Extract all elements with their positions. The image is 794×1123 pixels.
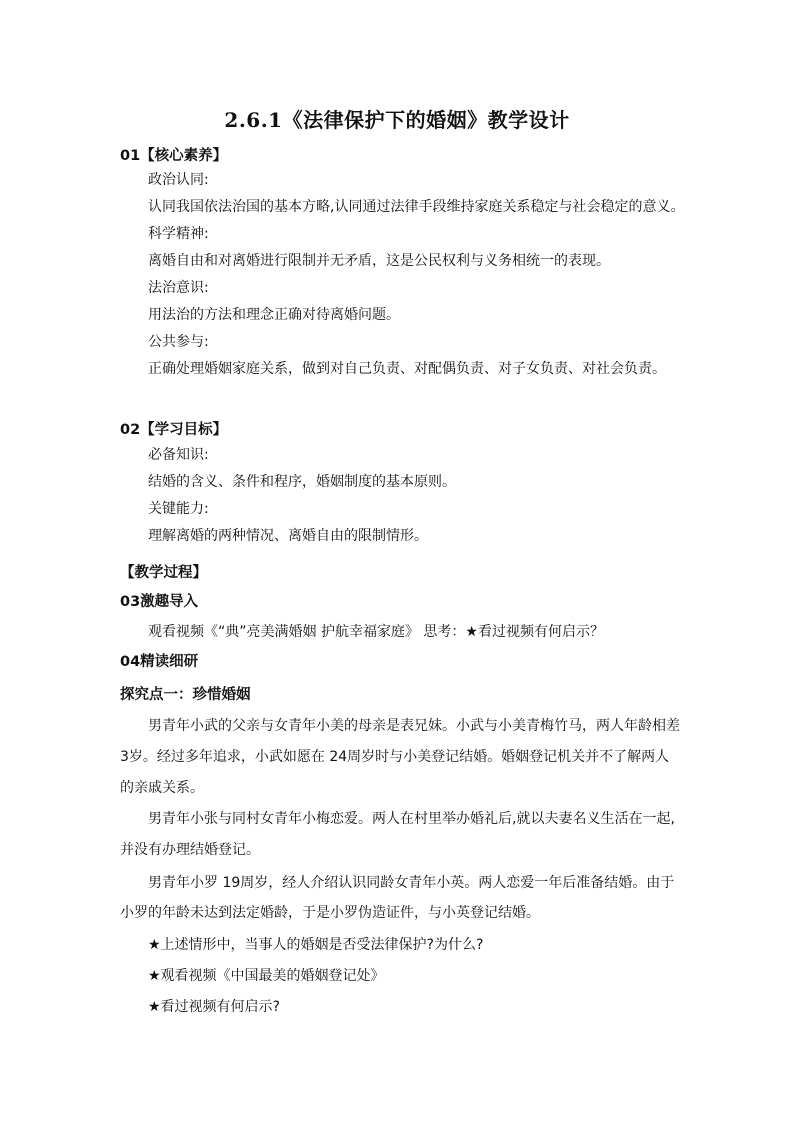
item-label: 法治意识: — [148, 280, 209, 296]
item-text: 正确处理婚姻家庭关系，做到对自己负责、对配偶负责、对子女负责、对社会负责。 — [148, 361, 666, 377]
section-heading-core-literacy: 01【核心素养】 — [120, 148, 228, 164]
item-text: 结婚的含义、条件和程序，婚姻制度的基本原则。 — [148, 474, 456, 490]
paragraph-line: 小罗的年龄未达到法定婚龄，于是小罗伪造证件，与小英登记结婚。 — [120, 905, 540, 921]
item-text: 离婚自由和对离婚进行限制并无矛盾，这是公民权利与义务相统一的表现。 — [148, 253, 610, 269]
paragraph-line: 男青年小张与同村女青年小梅恋爱。两人在村里举办婚礼后,就以夫妻名义生活在一起, — [148, 811, 675, 827]
page-title: 2.6.1《法律保护下的婚姻》教学设计 — [224, 108, 570, 132]
question-item: ★观看视频《中国最美的婚姻登记处》 — [148, 968, 385, 984]
paragraph-line: 男青年小武的父亲与女青年小美的母亲是表兄妹。小武与小美青梅竹马，两人年龄相差 — [148, 718, 680, 734]
item-text: 认同我国依法治国的基本方略,认同通过法律手段维持家庭关系稳定与社会稳定的意义。 — [148, 199, 685, 215]
item-text: 理解离婚的两种情况、离婚自由的限制情形。 — [148, 528, 428, 544]
section-heading-close-reading: 04精读细研 — [120, 654, 199, 670]
section-heading-learning-goals: 02【学习目标】 — [120, 422, 228, 438]
intro-text: 观看视频《“典”亮美满婚姻 护航幸福家庭》 思考：★看过视频有何启示？ — [148, 624, 604, 640]
section-heading-teaching-process: 【教学过程】 — [120, 565, 207, 581]
question-item: ★看过视频有何启示? — [148, 999, 280, 1015]
item-label: 必备知识: — [148, 447, 209, 463]
paragraph-line: 男青年小罗 19周岁，经人介绍认识同龄女青年小英。两人恋爱一年后准备结婚。由于 — [148, 875, 675, 891]
item-label: 政治认同: — [148, 172, 209, 188]
paragraph-line: 的亲戚关系。 — [120, 780, 204, 796]
question-item: ★上述情形中，当事人的婚姻是否受法律保护?为什么? — [148, 937, 484, 953]
paragraph-line: 并没有办理结婚登记。 — [120, 842, 260, 858]
item-label: 公共参与: — [148, 334, 209, 350]
item-label: 关键能力: — [148, 501, 209, 517]
item-label: 科学精神: — [148, 226, 209, 242]
paragraph-line: 3岁。经过多年追求，小武如愿在 24周岁时与小美登记结婚。婚姻登记机关并不了解两人 — [120, 749, 670, 765]
section-heading-intro: 03激趣导入 — [120, 594, 199, 610]
subheading-inquiry-1: 探究点一：珍惜婚姻 — [120, 687, 251, 703]
item-text: 用法治的方法和理念正确对待离婚问题。 — [148, 307, 400, 323]
